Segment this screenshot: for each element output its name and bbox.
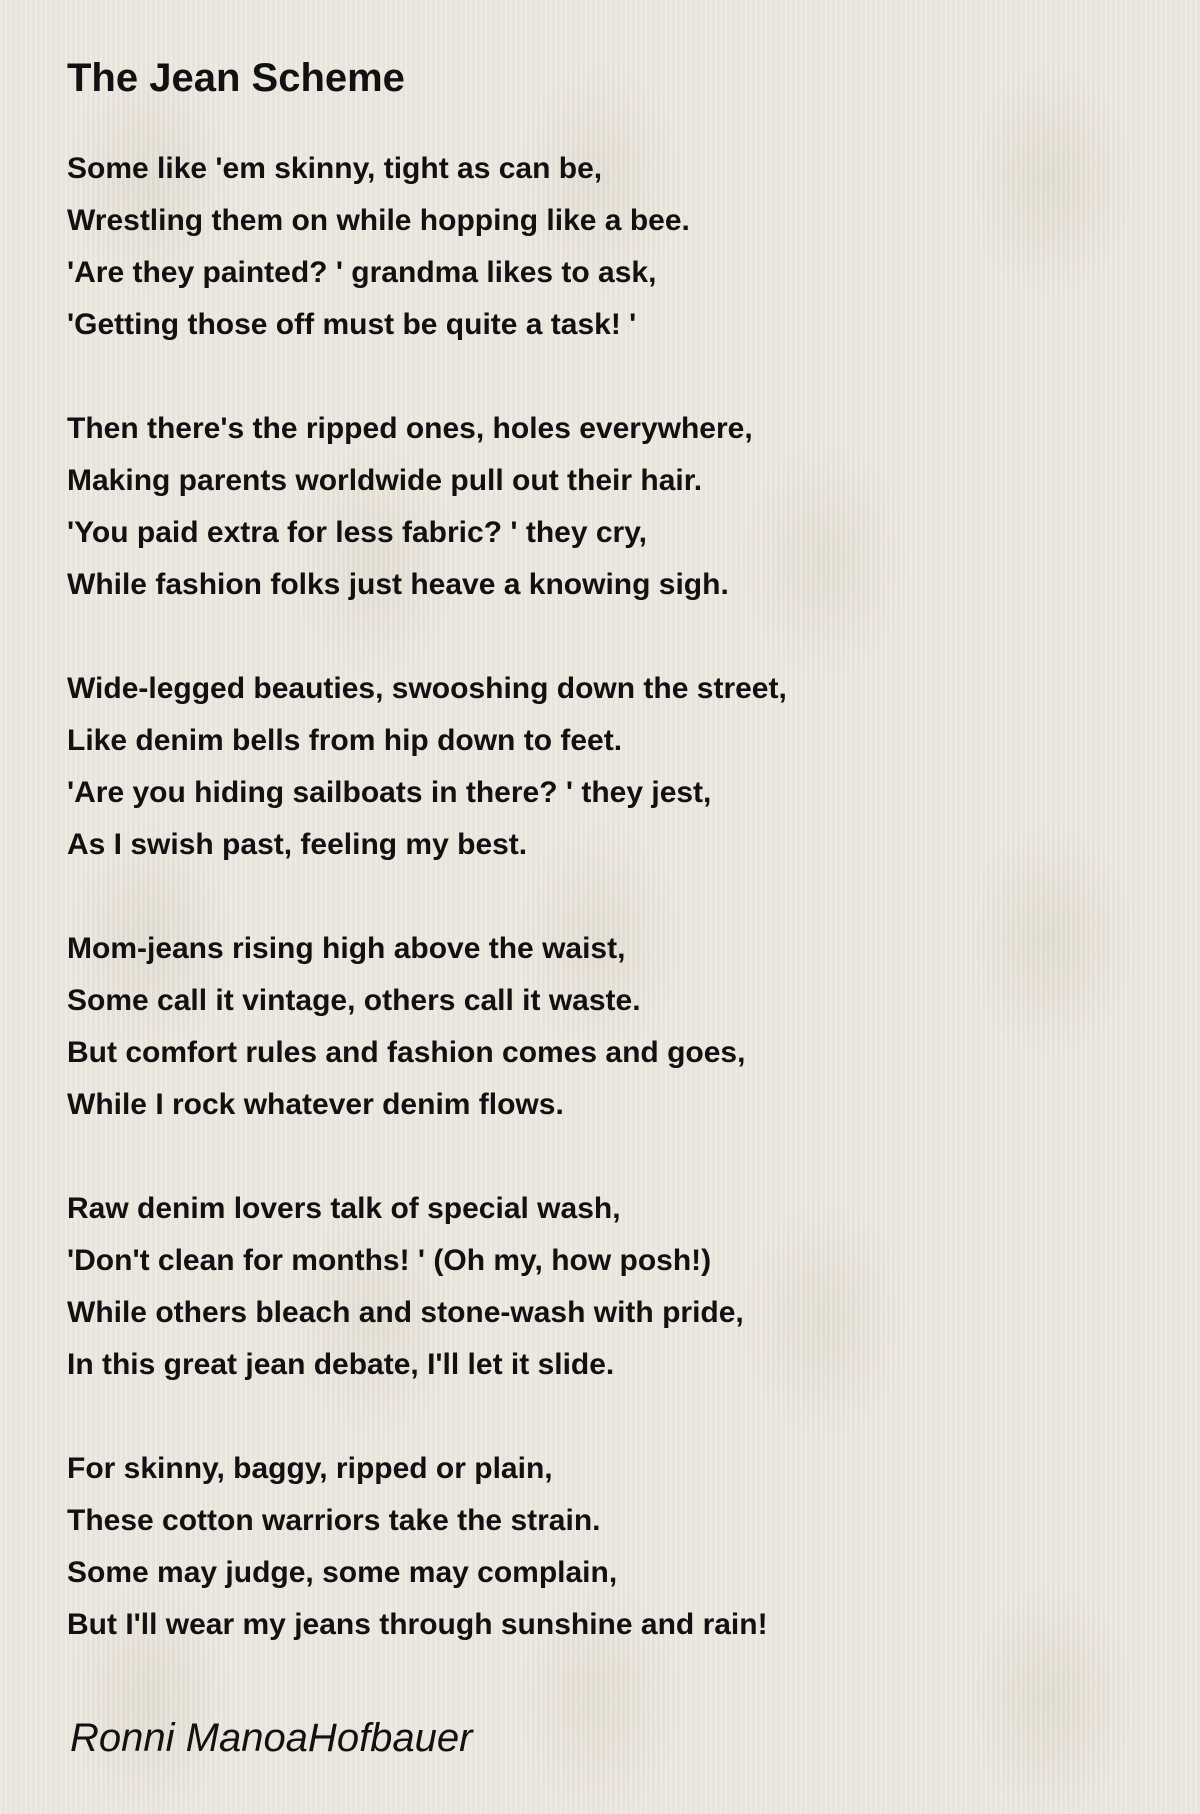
poem-line: 'Don't clean for months! ' (Oh my, how posh!) bbox=[67, 1244, 712, 1277]
poem-line: Wrestling them on while hopping like a bee. bbox=[67, 204, 690, 237]
poem-line: 'Are you hiding sailboats in there? ' they jest, bbox=[67, 776, 712, 809]
poem-line: While I rock whatever denim flows. bbox=[67, 1088, 564, 1121]
stanza-1 bbox=[67, 143, 1147, 351]
poem-line: Making parents worldwide pull out their hair. bbox=[67, 464, 703, 497]
stanza-3 bbox=[67, 663, 1147, 871]
poem-author: Ronni ManoaHofbauer bbox=[70, 1716, 473, 1760]
poem-line: Mom-jeans rising high above the waist, bbox=[67, 932, 626, 965]
poem-line: In this great jean debate, I'll let it slide. bbox=[67, 1348, 615, 1381]
poem-line: For skinny, baggy, ripped or plain, bbox=[67, 1452, 553, 1485]
poem-line: 'Are they painted? ' grandma likes to ask, bbox=[67, 256, 657, 289]
poem-line: Some call it vintage, others call it waste. bbox=[67, 984, 641, 1017]
stanza-4 bbox=[67, 923, 1147, 1131]
poem-line: Some may judge, some may complain, bbox=[67, 1556, 618, 1589]
poem-line: 'Getting those off must be quite a task! ' bbox=[67, 308, 637, 341]
poem-line: Wide-legged beauties, swooshing down the street, bbox=[67, 672, 787, 705]
poem-title: The Jean Scheme bbox=[67, 56, 405, 100]
poem-line: Some like 'em skinny, tight as can be, bbox=[67, 152, 603, 185]
poem-line: But comfort rules and fashion comes and goes, bbox=[67, 1036, 746, 1069]
poem-line: As I swish past, feeling my best. bbox=[67, 828, 528, 861]
poem-line: These cotton warriors take the strain. bbox=[67, 1504, 601, 1537]
poem-line: But I'll wear my jeans through sunshine and rain! bbox=[67, 1608, 768, 1641]
poem-line: 'You paid extra for less fabric? ' they cry, bbox=[67, 516, 648, 549]
poem-line: While others bleach and stone-wash with pride, bbox=[67, 1296, 744, 1329]
poem-line: While fashion folks just heave a knowing sigh. bbox=[67, 568, 729, 601]
stanza-6 bbox=[67, 1443, 1147, 1651]
poem-line: Like denim bells from hip down to feet. bbox=[67, 724, 623, 757]
poem-line: Then there's the ripped ones, holes everywhere, bbox=[67, 412, 753, 445]
stanza-2 bbox=[67, 403, 1147, 611]
poem-container bbox=[67, 48, 1147, 1703]
stanza-5 bbox=[67, 1183, 1147, 1391]
poem-line: Raw denim lovers talk of special wash, bbox=[67, 1192, 621, 1225]
